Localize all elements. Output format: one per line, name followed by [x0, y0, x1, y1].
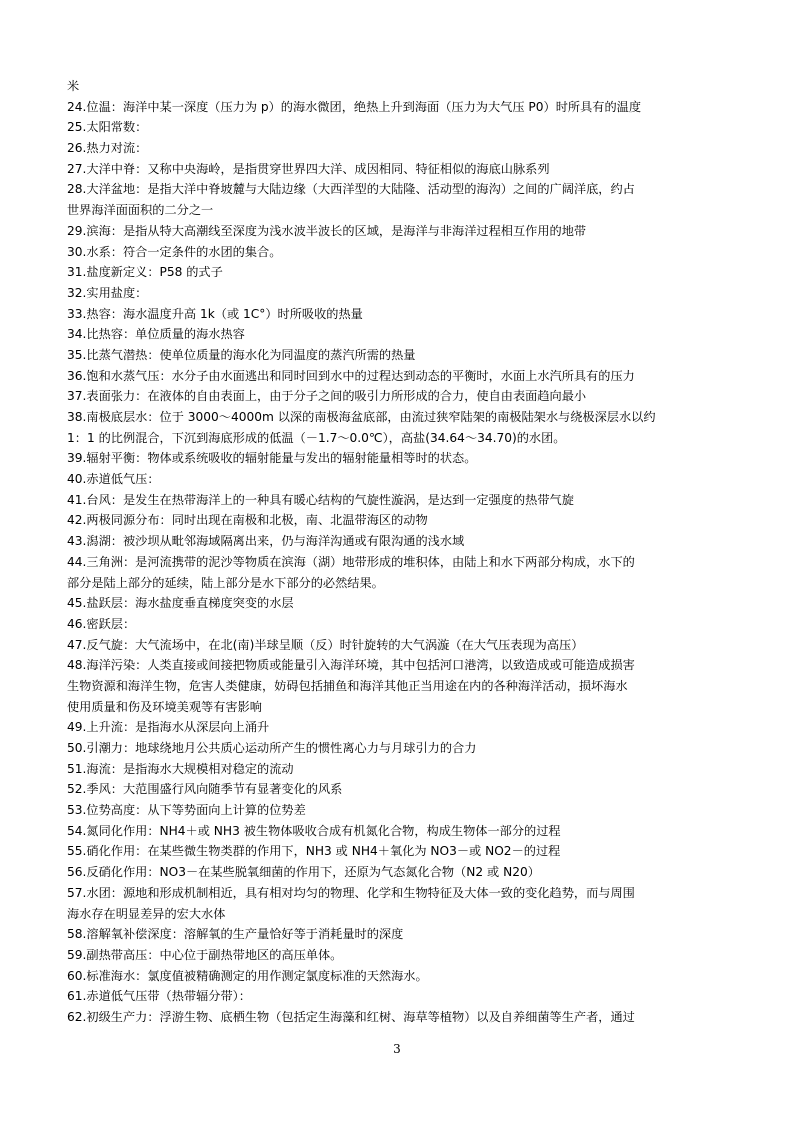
text-line: 36.饱和水蒸气压：水分子由水面逃出和同时回到水中的过程达到动态的平衡时，水面上水汽所具有的压力 [67, 368, 635, 383]
text-line: 使用质量和伤及环境美观等有害影响 [67, 699, 262, 714]
text-line: 46.密跃层： [67, 616, 136, 631]
text-line: 58.溶解氧补偿深度：溶解氧的生产量恰好等于消耗量时的深度 [67, 927, 404, 942]
text-line: 32.实用盐度： [67, 285, 148, 300]
text-line: 33.热容：海水温度升高 1k（或 1C°）时所吸收的热量 [67, 306, 363, 321]
text-line: 29.滨海：是指从特大高潮线至深度为浅水波半波长的区域，是海洋与非海洋过程相互作用的地带 [67, 223, 587, 238]
text-line: 44.三角洲：是河流携带的泥沙等物质在滨海（湖）地带形成的堆积体，由陆上和水下两部分构成，水下的 [67, 554, 635, 569]
text-line: 35.比蒸气潜热：使单位质量的海水化为同温度的蒸汽所需的热量 [67, 347, 416, 362]
text-line: 24.位温：海洋中某一深度（压力为 p）的海水微团，绝热上升到海面（压力为大气压 P0）时所具有的温度 [67, 99, 642, 114]
text-line: 52.季风：大范围盛行风向随季节有显著变化的风系 [67, 782, 343, 797]
text-line: 42.两极同源分布：同时出现在南极和北极，南、北温带海区的动物 [67, 513, 428, 528]
text-line: 54.氮同化作用：NH4＋或 NH3 被生物体吸收合成有机氮化合物，构成生物体一部分的过程 [67, 823, 561, 838]
text-line: 38.南极底层水：位于 3000～4000m 以深的南极海盆底部，由流过狭窄陆架的南极陆架水与绕极深层水以约 [67, 410, 656, 424]
text-line: 51.海流：是指海水大规模相对稳定的流动 [67, 761, 294, 776]
text-line: 55.硝化作用：在某些微生物类群的作用下，NH3 或 NH4＋氧化为 NO3－或 NO2－的过程 [67, 844, 561, 859]
text-line: 48.海洋污染：人类直接或间接把物质或能量引入海洋环境，其中包括河口港湾，以致造成或可能造成损害 [67, 658, 635, 673]
text-line: 31.盐度新定义：P58 的式子 [67, 265, 223, 280]
text-line: 57.水团：源地和形成机制相近，具有相对均匀的物理、化学和生物特征及大体一致的变化趋势，而与周围 [67, 885, 635, 900]
text-line: 47.反气旋：大气流场中，在北(南)半球呈顺（反）时针旋转的大气涡漩（在大气压表现为高压） [67, 637, 584, 652]
text-line: 1：1 的比例混合，下沉到海底形成的低温（－1.7～0.0℃），高盐(34.64～34.70)的水团。 [67, 430, 566, 445]
text-line: 生物资源和海洋生物，危害人类健康，妨碍包括捕鱼和海洋其他正当用途在内的各种海洋活动，损坏海水 [67, 678, 628, 693]
text-line: 41.台风：是发生在热带海洋上的一种具有暖心结构的气旋性漩涡，是达到一定强度的热带气旋 [67, 492, 574, 507]
text-line: 53.位势高度：从下等势面向上计算的位势差 [67, 803, 306, 818]
text-line: 25.太阳常数： [67, 120, 148, 135]
text-line: 45.盐跃层：海水盐度垂直梯度突变的水层 [67, 596, 294, 611]
text-line: 世界海洋面面积的二分之一 [67, 203, 214, 218]
text-line: 28.大洋盆地：是指大洋中脊坡麓与大陆边缘（大西洋型的大陆隆、活动型的海沟）之间的广阔洋底，约占 [67, 182, 635, 197]
document-body [67, 76, 721, 1028]
text-line: 34.比热容：单位质量的海水热容 [67, 327, 245, 342]
page-number: 3 [393, 1042, 401, 1056]
text-line: 59.副热带高压：中心位于副热带地区的高压单体。 [67, 947, 343, 962]
text-line: 海水存在明显差异的宏大水体 [67, 906, 226, 921]
text-line: 米 [67, 79, 80, 93]
text-line: 62.初级生产力：浮游生物、底栖生物（包括定生海藻和红树、海草等植物）以及自养细菌等生产者，通过 [67, 1009, 635, 1024]
text-line: 37.表面张力：在液体的自由表面上，由于分子之间的吸引力所形成的合力，使自由表面趋向最小 [67, 389, 587, 404]
text-line: 61.赤道低气压带（热带辐分带）： [67, 989, 251, 1004]
text-line: 39.辐射平衡：物体或系统吸收的辐射能量与发出的辐射能量相等时的状态。 [67, 451, 477, 466]
text-line: 43.潟湖：被沙坝从毗邻海域隔离出来，仍与海洋沟通或有限沟通的浅水域 [67, 534, 465, 549]
text-line: 49.上升流：是指海水从深层向上涌升 [67, 720, 270, 735]
text-line: 40.赤道低气压： [67, 472, 160, 487]
text-line: 部分是陆上部分的延续，陆上部分是水下部分的必然结果。 [67, 575, 384, 590]
text-line: 50.引潮力：地球绕地月公共质心运动所产生的惯性离心力与月球引力的合力 [67, 741, 477, 755]
text-line: 30.水系：符合一定条件的水团的集合。 [67, 244, 282, 259]
text-line: 27.大洋中脊：又称中央海岭，是指贯穿世界四大洋、成因相同、特征相似的海底山脉系列 [67, 161, 550, 176]
text-line: 56.反硝化作用：NO3－在某些脱氧细菌的作用下，还原为气态氮化合物（N2 或 N20） [67, 865, 540, 880]
text-line: 60.标准海水：氯度值被精确测定的用作测定氯度标准的天然海水。 [67, 968, 428, 983]
text-line: 26.热力对流： [67, 141, 148, 156]
